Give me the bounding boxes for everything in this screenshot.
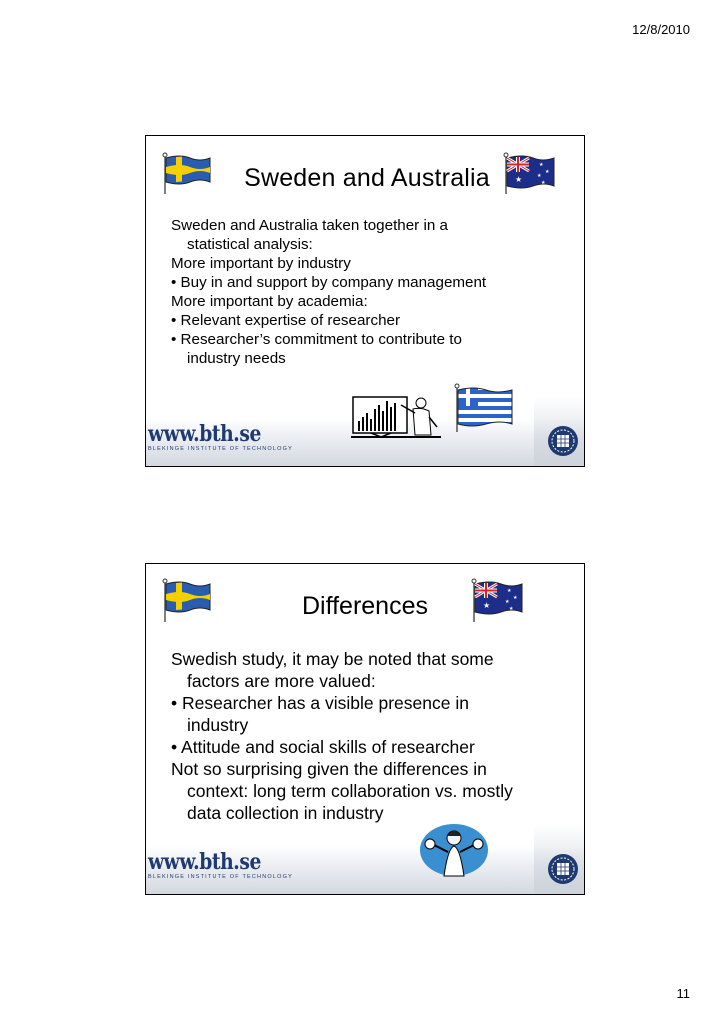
slide-title: Sweden and Australia xyxy=(244,164,490,192)
bullet-item: • Buy in and support by company management xyxy=(171,274,487,291)
svg-text:★: ★ xyxy=(505,599,510,605)
slide-body xyxy=(171,216,574,368)
svg-text:★: ★ xyxy=(507,588,512,594)
page-number: 11 xyxy=(676,986,690,1001)
australia-flag-icon xyxy=(469,578,524,622)
bth-logo xyxy=(148,851,293,880)
text-line: More important by industry xyxy=(171,255,351,272)
page-date: 12/8/2010 xyxy=(632,22,690,37)
text-line: Swedish study, it may be noted that some xyxy=(171,649,494,669)
svg-text:★: ★ xyxy=(509,606,514,612)
text-line: Sweden and Australia taken together in a xyxy=(171,217,448,234)
logo-subtext: BLEKINGE INSTITUTE OF TECHNOLOGY xyxy=(148,446,293,452)
logo-text: www.bth.se xyxy=(148,421,261,447)
bth-seal-icon xyxy=(546,419,580,464)
bullet-item: • Researcher’s commitment to contribute to xyxy=(171,331,462,348)
text-line: context: long term collaboration vs. mostly xyxy=(187,781,513,801)
bth-seal-icon xyxy=(546,847,580,892)
slide-title: Differences xyxy=(302,592,428,620)
text-line: factors are more valued: xyxy=(187,671,376,691)
text-line: data collection in industry xyxy=(187,803,384,823)
svg-text:★: ★ xyxy=(539,162,544,168)
australia-flag-icon xyxy=(501,152,556,194)
bullet-item: • Researcher has a visible presence in xyxy=(171,693,469,713)
juggler-clipart xyxy=(418,822,490,883)
svg-text:★: ★ xyxy=(541,180,546,186)
text-line: Not so surprising given the differences in xyxy=(171,759,487,779)
svg-text:★: ★ xyxy=(483,601,491,610)
logo-text: www.bth.se xyxy=(148,849,261,875)
bth-logo xyxy=(148,423,293,452)
logo-subtext: BLEKINGE INSTITUTE OF TECHNOLOGY xyxy=(148,874,293,880)
slide-differences xyxy=(145,563,585,895)
bullet-item: • Attitude and social skills of researcher xyxy=(171,737,475,757)
text-line: industry xyxy=(187,715,249,735)
presenter-chart-clipart xyxy=(351,391,443,446)
greece-flag-icon xyxy=(452,382,514,432)
text-line: More important by academia: xyxy=(171,293,368,310)
text-line: industry needs xyxy=(187,350,286,367)
bullet-item: • Relevant expertise of researcher xyxy=(171,312,401,329)
slide-sweden-australia xyxy=(145,135,585,467)
svg-text:★: ★ xyxy=(515,175,523,184)
svg-text:★: ★ xyxy=(545,169,550,175)
slide-body xyxy=(171,648,574,824)
svg-text:★: ★ xyxy=(513,595,518,601)
text-line: statistical analysis: xyxy=(187,236,313,253)
svg-text:★: ★ xyxy=(537,173,542,179)
